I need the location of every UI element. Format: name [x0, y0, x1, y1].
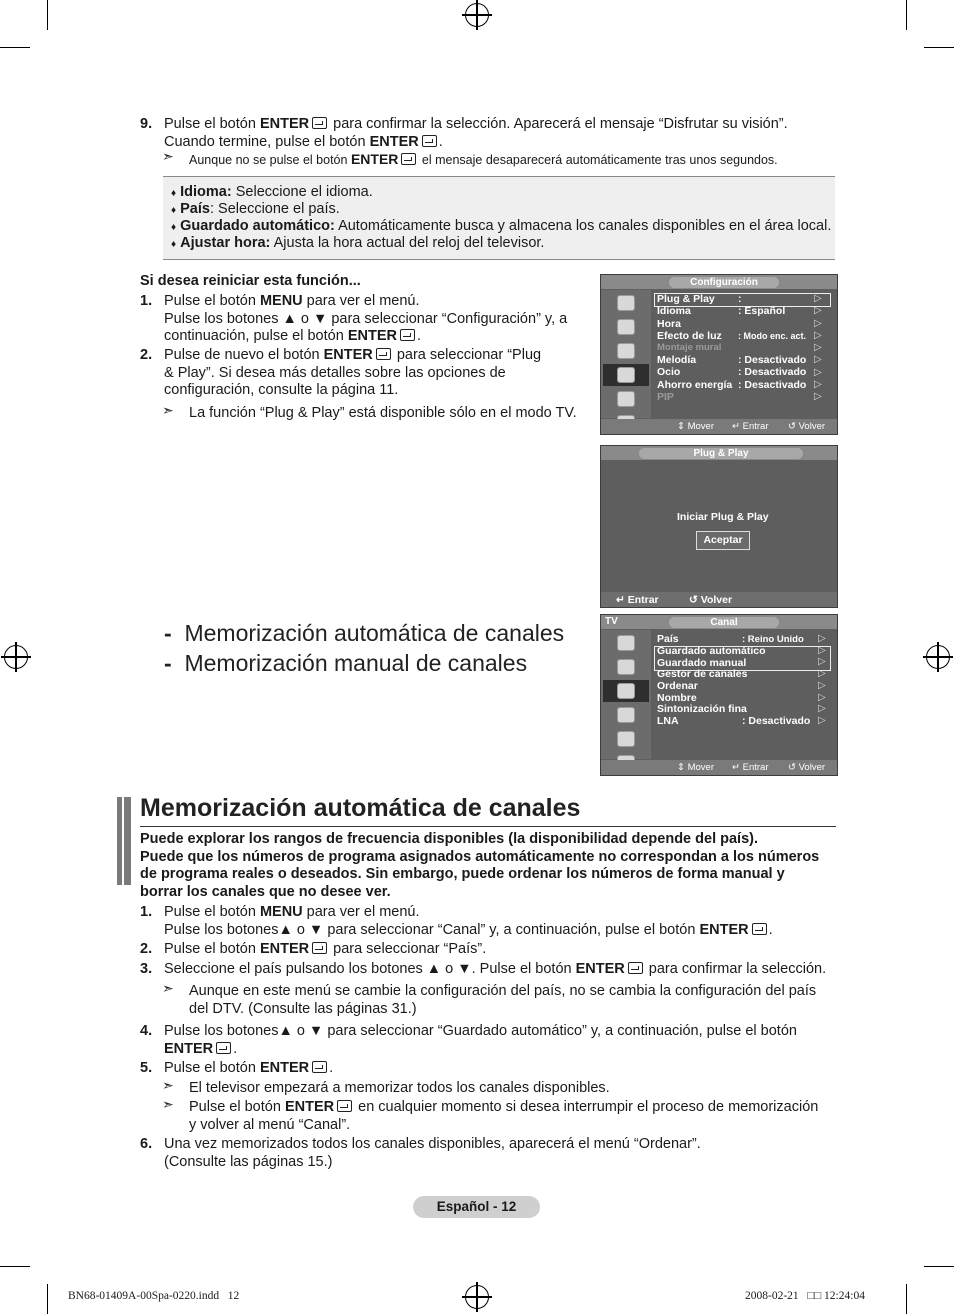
- print-file-info: BN68-01409A-00Spa-0220.indd 12: [68, 1290, 240, 1302]
- back-hint: ↺ Volver: [788, 421, 826, 432]
- registration-mark-icon: [4, 645, 28, 669]
- menu-row-label: Hora: [657, 318, 681, 330]
- menu-row-label: Montaje mural: [657, 342, 722, 353]
- menu-row-value: : Reino Unido: [742, 634, 804, 645]
- step-number: 2.: [140, 347, 153, 363]
- note-arrow-icon: ➣: [162, 148, 174, 164]
- enter-icon: [400, 329, 415, 341]
- move-hint: ⇕ Mover: [677, 421, 715, 432]
- menu-row-label: Ahorro energía: [657, 379, 733, 391]
- submenu-arrow-icon: ▷ ▷ ▷ ▷ ▷ ▷ ▷ ▷: [818, 633, 826, 726]
- enter-icon: [376, 348, 391, 360]
- step5-text: Pulse el botón ENTER .: [164, 1060, 334, 1076]
- info-item: ♦ País: Seleccione el país.: [171, 201, 340, 217]
- step6-text: Una vez memorizados todos los canales disponibles, aparecerá el menú “Ordenar”. (Consulte las páginas 15.): [164, 1136, 701, 1170]
- menu-row-value: : Desactivado: [738, 354, 807, 366]
- reset-title: Si desea reiniciar esta función...: [140, 273, 361, 289]
- page-number-badge: Español - 12: [413, 1196, 540, 1218]
- menu-row-label: Guardado automático: [657, 645, 766, 657]
- reset-step1: Pulse el botón MENU para ver el menú. Pulse los botones ▲ o ▼ para seleccionar “Configuración” y, a continuación, pulse el botón ENTER .: [164, 293, 568, 344]
- menu-row-label: País: [657, 633, 679, 645]
- menu-row-label: Gestor de canales: [657, 668, 748, 680]
- picture-menu-icon: [603, 632, 649, 654]
- menu-row-value: : Español: [738, 305, 786, 317]
- accept-button[interactable]: Aceptar: [696, 531, 750, 550]
- step-number: 3.: [140, 961, 153, 977]
- step5-note2: Pulse el botón ENTER en cualquier momento si desea interrumpir el proceso de memorización y volver al menú “Canal”.: [189, 1099, 819, 1133]
- step3-text: Seleccione el país pulsando los botones ▲ o ▼. Pulse el botón ENTER para confirmar la selección.: [164, 961, 827, 977]
- menu-row-label: Plug & Play: [657, 293, 715, 305]
- plug-and-play-screen: [600, 445, 838, 608]
- menu-row-label: Idioma: [657, 305, 691, 317]
- crop-mark: [0, 47, 30, 48]
- screen-title: Plug & Play: [639, 448, 803, 459]
- menu-row-label: Sintonización fina: [657, 703, 747, 715]
- note-arrow-icon: ➣: [162, 1096, 174, 1112]
- info-box: [163, 176, 835, 260]
- crop-mark: [924, 1266, 954, 1267]
- registration-mark-icon: [465, 1285, 489, 1309]
- menu-row-value: :: [738, 293, 742, 305]
- menu-row-value: : Desactivado: [738, 366, 807, 378]
- step3-note: Aunque en este menú se cambie la configuración del país, no se cambia la configuración del país del DTV. (Consulte las páginas 31.): [189, 983, 817, 1017]
- screen-sidebar: [601, 290, 651, 418]
- screen-footer: [601, 419, 837, 434]
- step4-text: Pulse los botones▲ o ▼ para seleccionar “Guardado automático” y, a continuación, pulse el botón ENTER .: [164, 1023, 797, 1057]
- step9-text: Pulse el botón ENTER para confirmar la selección. Aparecerá el mensaje “Disfrutar su visión”. Cuando termine, pulse el botón ENTER .: [164, 116, 788, 150]
- channel-menu-icon: [603, 680, 649, 702]
- enter-icon: [216, 1042, 231, 1054]
- enter-icon: [401, 153, 416, 165]
- step-number: 2.: [140, 941, 153, 957]
- screen-title: Configuración: [669, 277, 779, 288]
- setup-menu-icon: [603, 364, 649, 386]
- sound-menu-icon: [603, 316, 649, 338]
- step5-note1: El televisor empezará a memorizar todos los canales disponibles.: [189, 1080, 610, 1096]
- menu-row-value: : Modo enc. act.: [738, 331, 807, 341]
- reset-note: La función “Plug & Play” está disponible sólo en el modo TV.: [189, 405, 577, 421]
- step-number: 1.: [140, 904, 153, 920]
- note-arrow-icon: ➣: [162, 980, 174, 996]
- crop-mark: [906, 1284, 907, 1314]
- enter-hint: ↵ Entrar: [732, 421, 769, 432]
- submenu-item: - Memorización manual de canales: [164, 650, 528, 676]
- print-date-info: 2008-02-21 □□ 12:24:04: [745, 1290, 865, 1302]
- tv-label: TV: [605, 616, 618, 627]
- input-menu-icon: [603, 728, 649, 750]
- enter-hint: ↵ Entrar: [616, 594, 659, 606]
- crop-mark: [47, 1284, 48, 1314]
- move-hint: ⇕ Mover: [677, 762, 715, 773]
- section-intro: Puede explorar los rangos de frecuencia disponibles (la disponibilidad depende del país). Puede que los números de programa asignados automáticamente no correspondan a los números de programa reales o deseados. Sin embargo, puede ordenar los números de forma manual y borrar los canales que no desee ver.: [140, 831, 820, 900]
- menu-row-label: Efecto de luz: [657, 330, 722, 342]
- heading-bar: [117, 797, 122, 885]
- picture-menu-icon: [603, 292, 649, 314]
- channel-menu-screen: [600, 614, 838, 776]
- registration-mark-icon: [465, 3, 489, 27]
- info-item: ♦ Guardado automático: Automáticamente busca y almacena los canales disponibles en el área local.: [171, 218, 832, 234]
- section-title: Memorización automática de canales: [140, 794, 581, 822]
- note-arrow-icon: ➣: [162, 402, 174, 418]
- back-hint: ↺ Volver: [689, 594, 733, 606]
- crop-mark: [0, 1266, 30, 1267]
- menu-row-value: : Desactivado: [742, 715, 811, 727]
- menu-row-label: Ordenar: [657, 680, 698, 692]
- step-number: 4.: [140, 1023, 153, 1039]
- menu-row-label: Melodía: [657, 354, 697, 366]
- submenu-item: - Memorización automática de canales: [164, 620, 565, 646]
- step-number: 6.: [140, 1136, 153, 1152]
- submenu-arrow-icon: ▷ ▷ ▷ ▷ ▷ ▷ ▷ ▷ ▷: [814, 293, 822, 403]
- channel-menu-icon: [603, 340, 649, 362]
- registration-mark-icon: [926, 645, 950, 669]
- info-item: ♦ Idioma: Seleccione el idioma.: [171, 184, 373, 200]
- menu-row-label: Ocio: [657, 366, 681, 378]
- enter-icon: [422, 135, 437, 147]
- crop-mark: [906, 0, 907, 30]
- menu-row-label: Nombre: [657, 692, 697, 704]
- menu-row-label: LNA: [657, 715, 679, 727]
- menu-row-value: : Desactivado: [738, 379, 807, 391]
- input-menu-icon: [603, 388, 649, 410]
- enter-icon: [628, 962, 643, 974]
- setup-menu-icon: [603, 704, 649, 726]
- enter-icon: [312, 117, 327, 129]
- menu-row-label: Guardado manual: [657, 657, 747, 669]
- title-underline: [140, 826, 836, 827]
- step-number: 9.: [140, 116, 153, 132]
- step9-note: Aunque no se pulse el botón ENTER el mensaje desaparecerá automáticamente tras unos segundos.: [189, 151, 778, 167]
- enter-icon: [312, 942, 327, 954]
- enter-icon: [312, 1061, 327, 1073]
- screen-sidebar: [601, 630, 651, 759]
- step-number: 5.: [140, 1060, 153, 1076]
- heading-bar: [124, 797, 131, 885]
- plug-and-play-message: Iniciar Plug & Play: [677, 511, 769, 523]
- enter-icon: [337, 1100, 352, 1112]
- crop-mark: [924, 47, 954, 48]
- screen-footer: [601, 592, 837, 607]
- menu-row-label: PIP: [657, 391, 674, 403]
- screen-footer: [601, 760, 837, 775]
- back-hint: ↺ Volver: [788, 762, 826, 773]
- config-menu-screen: [600, 274, 838, 435]
- crop-mark: [47, 0, 48, 30]
- note-arrow-icon: ➣: [162, 1077, 174, 1093]
- enter-hint: ↵ Entrar: [732, 762, 769, 773]
- step2-text: Pulse el botón ENTER para seleccionar “País”.: [164, 941, 487, 957]
- enter-icon: [752, 923, 767, 935]
- screen-title: Canal: [669, 617, 779, 628]
- info-item: ♦ Ajustar hora: Ajusta la hora actual del reloj del televisor.: [171, 235, 545, 251]
- step-number: 1.: [140, 293, 153, 309]
- reset-step2: Pulse de nuevo el botón ENTER para seleccionar “Plug & Play”. Si desea más detalles sobre las opciones de configuración, consulte la página 11.: [164, 347, 542, 398]
- sound-menu-icon: [603, 656, 649, 678]
- step1-text: Pulse el botón MENU para ver el menú. Pulse los botones▲ o ▼ para seleccionar “Canal” y, a continuación, pulse el botón ENTER .: [164, 904, 773, 938]
